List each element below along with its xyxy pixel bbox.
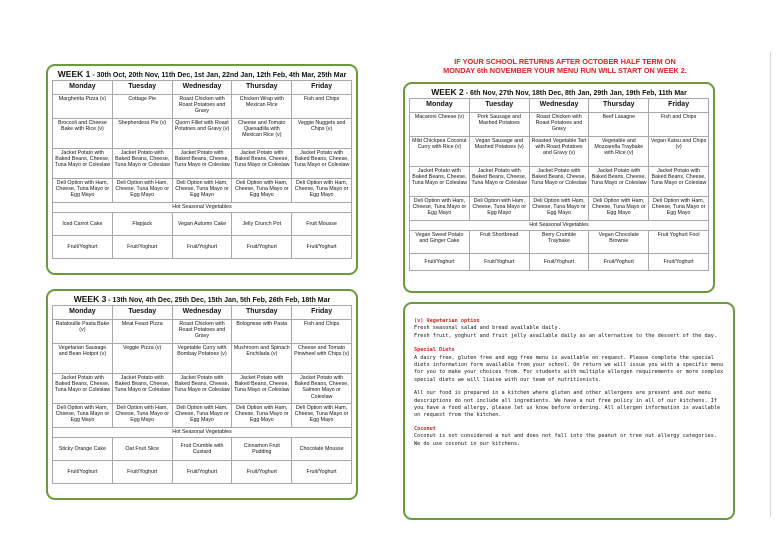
menu-cell: Fish and Chips xyxy=(649,113,709,137)
seasonal-vegetables-row: Hot Seasonal Vegetables xyxy=(53,203,352,213)
fruit-cell: Fruit/Yoghurt xyxy=(112,461,172,484)
menu-cell: Deli Option with Ham, Cheese, Tuna Mayo or Egg Mayo xyxy=(469,197,529,221)
dietary-info-panel xyxy=(403,302,735,520)
fruit-cell: Fruit/Yoghurt xyxy=(589,254,649,271)
menu-cell: Deli Option with Ham, Cheese, Tuna Mayo or Egg Mayo xyxy=(529,197,589,221)
menu-cell: Vegan Katsu and Chips (v) xyxy=(649,137,709,167)
menu-cell: Roast Chicken with Roast Potatoes and Gravy xyxy=(172,95,232,119)
fruit-cell: Fruit/Yoghurt xyxy=(53,236,113,259)
menu-cell: Jacket Potato with Baked Beans, Cheese, Tuna Mayo or Coleslaw xyxy=(410,167,470,197)
fruit-cell: Fruit/Yoghurt xyxy=(292,461,352,484)
dessert-cell: Vegan Sweet Potato and Ginger Cake xyxy=(410,231,470,254)
menu-cell: Veggie Pizza (v) xyxy=(112,344,172,374)
menu-cell: Jacket Potato with Baked Beans, Cheese, Tuna Mayo or Coleslaw xyxy=(172,374,232,404)
dessert-cell: Oat Fruit Slice xyxy=(112,438,172,461)
week-3-panel xyxy=(46,289,358,500)
fruit-cell: Fruit/Yoghurt xyxy=(410,254,470,271)
menu-cell: Roast Chicken with Roast Potatoes and Gravy xyxy=(529,113,589,137)
dessert-cell: Jelly Crunch Pot xyxy=(232,213,292,236)
seasonal-vegetables-row: Hot Seasonal Vegetables xyxy=(53,428,352,438)
week-3-label: WEEK 3 xyxy=(73,294,107,304)
fruit-cell: Fruit/Yoghurt xyxy=(469,254,529,271)
fruit-cell: Fruit/Yoghurt xyxy=(172,461,232,484)
fruit-cell: Fruit/Yoghurt xyxy=(649,254,709,271)
day-header: Friday xyxy=(292,81,352,95)
menu-cell: Shepherdess Pie (v) xyxy=(112,119,172,149)
day-header: Thursday xyxy=(589,99,649,113)
fruit-cell: Fruit/Yoghurt xyxy=(529,254,589,271)
week-1-title xyxy=(52,69,352,80)
fruit-cell: Fruit/Yoghurt xyxy=(232,236,292,259)
menu-cell: Jacket Potato with Baked Beans, Cheese, Tuna Mayo or Coleslaw xyxy=(469,167,529,197)
coconut-heading: Coconut xyxy=(414,425,436,432)
menu-cell: Deli Option with Ham, Cheese, Tuna Mayo or Egg Mayo xyxy=(292,179,352,203)
dessert-cell: Fruit Mousse xyxy=(292,213,352,236)
week-1-panel xyxy=(46,64,358,275)
menu-cell: Deli Option with Ham, Cheese, Tuna Mayo or Egg Mayo xyxy=(112,404,172,428)
day-header: Thursday xyxy=(232,306,292,320)
menu-cell: Deli Option with Ham, Cheese, Tuna Mayo or Egg Mayo xyxy=(112,179,172,203)
day-header: Monday xyxy=(53,81,113,95)
week-2-dates: - 6th Nov, 27th Nov, 18th Dec, 8th Jan, 29th Jan, 19th Feb, 11th Mar xyxy=(463,90,687,97)
dessert-cell: Berry Crumble Traybake xyxy=(529,231,589,254)
menu-cell: Chicken Wrap with Mexican Rice xyxy=(232,95,292,119)
week-2-menu-table xyxy=(409,98,709,271)
menu-cell: Vegetable Curry with Bombay Potatoes (v) xyxy=(172,344,232,374)
day-header: Friday xyxy=(649,99,709,113)
day-header: Monday xyxy=(410,99,470,113)
menu-cell: Jacket Potato with Baked Beans, Cheese, Tuna Mayo or Coleslaw xyxy=(232,149,292,179)
menu-cell: Mushroom and Spinach Enchilada (v) xyxy=(232,344,292,374)
day-header: Monday xyxy=(53,306,113,320)
seasonal-vegetables-row: Hot Seasonal Vegetables xyxy=(410,221,709,231)
menu-cell: Vegan Sausage and Mashed Potatoes (v) xyxy=(469,137,529,167)
menu-cell: Cottage Pie xyxy=(112,95,172,119)
menu-cell: Broccoli and Cheese Bake with Rice (v) xyxy=(53,119,113,149)
day-header: Wednesday xyxy=(172,306,232,320)
week-2-label: WEEK 2 xyxy=(431,87,464,97)
menu-cell: Vegetable and Mozzarella Traybake with Rice (v) xyxy=(589,137,649,167)
day-header: Tuesday xyxy=(112,81,172,95)
menu-cell: Ratatouille Pasta Bake (v) xyxy=(53,320,113,344)
menu-cell: Cheese and Tomato Quesadilla with Mexican Rice (v) xyxy=(232,119,292,149)
menu-cell: Roast Chicken with Roast Potatoes and Gravy xyxy=(172,320,232,344)
week-3-dates: - 13th Nov, 4th Dec, 25th Dec, 15th Jan, 5th Feb, 26th Feb, 18th Mar xyxy=(106,297,331,304)
week-3-menu-table xyxy=(52,305,352,484)
menu-cell: Veggie Nuggets and Chips (v) xyxy=(292,119,352,149)
menu-cell: Deli Option with Ham, Cheese, Tuna Mayo or Egg Mayo xyxy=(589,197,649,221)
day-header: Friday xyxy=(292,306,352,320)
menu-cell: Margherita Pizza (v) xyxy=(53,95,113,119)
vegetarian-heading: (v) Vegetarian option xyxy=(414,318,480,324)
day-header: Wednesday xyxy=(529,99,589,113)
salad-bread-line: Fresh seasonal salad and bread available daily. xyxy=(414,325,561,332)
day-header: Tuesday xyxy=(469,99,529,113)
fruit-cell: Fruit/Yoghurt xyxy=(232,461,292,484)
menu-cell: Deli Option with Ham, Cheese, Tuna Mayo or Egg Mayo xyxy=(292,404,352,428)
week-3-title xyxy=(52,294,352,305)
fruit-cell: Fruit/Yoghurt xyxy=(292,236,352,259)
menu-cell: Deli Option with Ham, Cheese, Tuna Mayo or Egg Mayo xyxy=(172,179,232,203)
menu-cell: Beef Lasagne xyxy=(589,113,649,137)
menu-cell: Fish and Chips xyxy=(292,320,352,344)
week-1-dates: - 30th Oct, 20th Nov, 11th Dec, 1st Jan, 22nd Jan, 12th Feb, 4th Mar, 25th Mar xyxy=(90,72,347,79)
menu-cell: Jacket Potato with Baked Beans, Cheese, Tuna Mayo or Coleslaw xyxy=(53,374,113,404)
menu-cell: Vegetarian Sausage and Bean Hotpot (v) xyxy=(53,344,113,374)
menu-cell: Jacket Potato with Baked Beans, Cheese, Tuna Mayo or Coleslaw xyxy=(589,167,649,197)
fruit-cell: Fruit/Yoghurt xyxy=(53,461,113,484)
menu-start-notice xyxy=(405,58,725,75)
day-header: Tuesday xyxy=(112,306,172,320)
menu-cell: Jacket Potato with Baked Beans, Cheese, Tuna Mayo or Coleslaw xyxy=(529,167,589,197)
coconut-paragraph: Coconut is not considered a nut and does not fall into the peanut or tree nut allergy categories. We do use coconut in our kitchens. xyxy=(414,433,717,447)
dessert-cell: Flapjack xyxy=(112,213,172,236)
menu-cell: Macaroni Cheese (v) xyxy=(410,113,470,137)
menu-cell: Jacket Potato with Baked Beans, Cheese, Tuna Mayo or Coleslaw xyxy=(292,149,352,179)
menu-cell: Quorn Fillet with Roast Potatoes and Gravy (v) xyxy=(172,119,232,149)
menu-cell: Jacket Potato with Baked Beans, Cheese, Salmon Mayo or Coleslaw xyxy=(292,374,352,404)
week-2-title xyxy=(409,87,709,98)
fruit-dessert-line: Fresh fruit, yoghurt and fruit jelly available daily as an alternative to the dessert of the day. xyxy=(414,332,717,339)
dessert-cell: Fruit Crumble with Custard xyxy=(172,438,232,461)
menu-cell: Deli Option with Ham, Cheese, Tuna Mayo or Egg Mayo xyxy=(410,197,470,221)
menu-cell: Deli Option with Ham, Cheese, Tuna Mayo or Egg Mayo xyxy=(232,179,292,203)
menu-cell: Bolognese with Pasta xyxy=(232,320,292,344)
menu-cell: Fish and Chips xyxy=(292,95,352,119)
notice-line-2: MONDAY 6th NOVEMBER YOUR MENU RUN WILL START ON WEEK 2. xyxy=(443,65,687,75)
menu-cell: Jacket Potato with Baked Beans, Cheese, Tuna Mayo or Coleslaw xyxy=(232,374,292,404)
menu-cell: Jacket Potato with Baked Beans, Cheese, Tuna Mayo or Coleslaw xyxy=(112,374,172,404)
menu-cell: Deli Option with Ham, Cheese, Tuna Mayo or Egg Mayo xyxy=(53,404,113,428)
menu-cell: Meat Feast Pizza xyxy=(112,320,172,344)
day-header: Wednesday xyxy=(172,81,232,95)
dessert-cell: Vegan Autumn Cake xyxy=(172,213,232,236)
menu-cell: Deli Option with Ham, Cheese, Tuna Mayo or Egg Mayo xyxy=(172,404,232,428)
week-2-panel xyxy=(403,82,715,293)
notice-line-1: IF YOUR SCHOOL RETURNS AFTER OCTOBER HALF TERM ON xyxy=(454,57,676,66)
menu-cell: Jacket Potato with Baked Beans, Cheese, Tuna Mayo or Coleslaw xyxy=(649,167,709,197)
menu-cell: Pork Sausage and Mashed Potatoes xyxy=(469,113,529,137)
fruit-cell: Fruit/Yoghurt xyxy=(112,236,172,259)
dessert-cell: Cinnamon Fruit Pudding xyxy=(232,438,292,461)
dessert-cell: Fruit Shortbread xyxy=(469,231,529,254)
menu-cell: Jacket Potato with Baked Beans, Cheese, Tuna Mayo or Coleslaw xyxy=(112,149,172,179)
menu-cell: Deli Option with Ham, Cheese, Tuna Mayo or Egg Mayo xyxy=(232,404,292,428)
menu-cell: Jacket Potato with Baked Beans, Cheese, Tuna Mayo or Coleslaw xyxy=(172,149,232,179)
menu-cell: Deli Option with Ham, Cheese, Tuna Mayo or Egg Mayo xyxy=(53,179,113,203)
dessert-cell: Iced Carrot Cake xyxy=(53,213,113,236)
week-1-label: WEEK 1 xyxy=(57,69,91,79)
special-diets-paragraph: A dairy free, gluten free and egg free menu is available on request. Please complete the special diets information form available from your school. On return we will issue you with a specific menu for you to make your choices from. For students with multiple allergen requirements or more complex special diets we will liaise with our team of nutritionists. xyxy=(414,354,724,383)
dessert-cell: Vegan Chocolate Brownie xyxy=(589,231,649,254)
menu-cell: Deli Option with Ham, Cheese, Tuna Mayo or Egg Mayo xyxy=(649,197,709,221)
menu-cell: Jacket Potato with Baked Beans, Cheese, Tuna Mayo or Coleslaw xyxy=(53,149,113,179)
menu-cell: Mild Chickpea Coconut Curry with Rice (v) xyxy=(410,137,470,167)
menu-cell: Roasted Vegetable Tart with Roast Potatoes and Gravy (v) xyxy=(529,137,589,167)
dessert-cell: Sticky Orange Cake xyxy=(53,438,113,461)
special-diets-heading: Special Diets xyxy=(414,347,455,354)
fruit-cell: Fruit/Yoghurt xyxy=(172,236,232,259)
page-edge-line xyxy=(770,52,771,517)
dessert-cell: Chocolate Mousse xyxy=(292,438,352,461)
day-header: Thursday xyxy=(232,81,292,95)
allergen-paragraph: All our food is prepared in a kitchen where gluten and other allergens are present and our menu descriptions do not include all ingredients. We have a nut free policy in all of our kitchens. If you have a food allergy, please let us know before ordering. All allergen information is available on request from the kitchen. xyxy=(414,390,721,419)
week-1-menu-table xyxy=(52,80,352,259)
dessert-cell: Fruit Yoghurt Fool xyxy=(649,231,709,254)
menu-cell: Cheese and Tomato Pinwheel with Chips (v) xyxy=(292,344,352,374)
